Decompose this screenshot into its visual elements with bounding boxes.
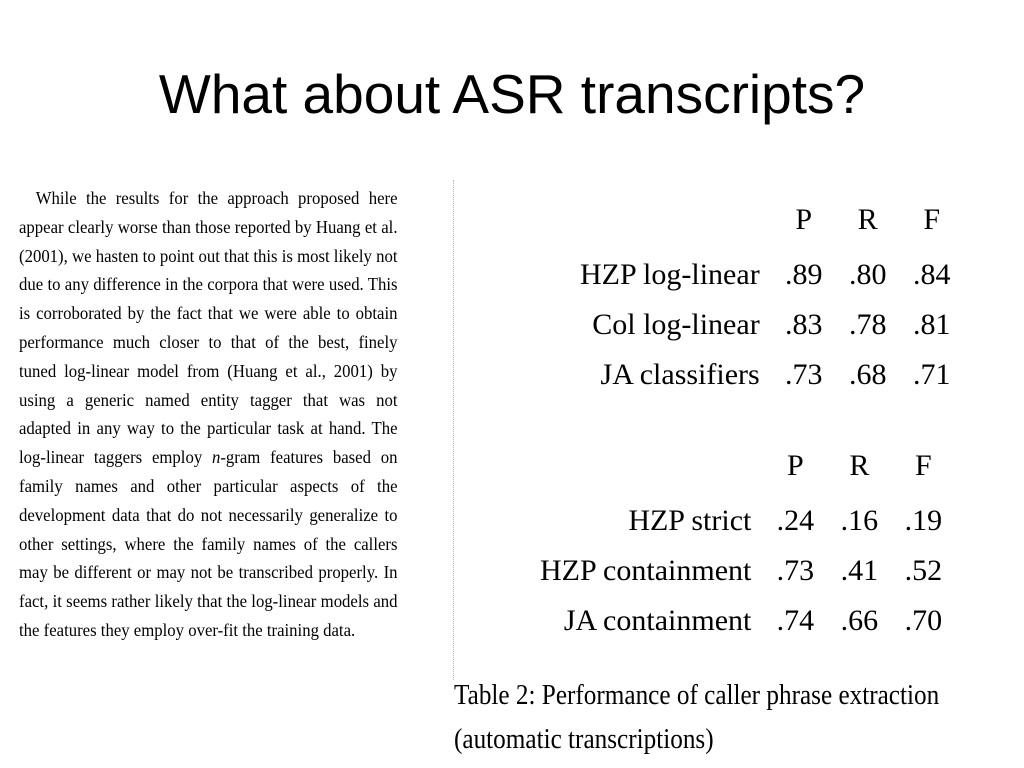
f-score-cell: .19	[904, 504, 943, 537]
header-r: R	[849, 449, 870, 482]
recall-cell: .78	[848, 308, 887, 341]
table-caption: Table 2: Performance of caller phrase extraction (automatic transcriptions)	[454, 680, 940, 755]
precision-cell: .73	[776, 554, 815, 587]
precision-cell: .73	[784, 358, 823, 391]
precision-cell: .83	[784, 308, 823, 341]
table-row	[580, 250, 964, 300]
results-table-2	[540, 436, 955, 646]
table-row	[580, 350, 964, 400]
precision-cell: .89	[784, 258, 823, 291]
paragraph-text-start: While the results for the approach proposed here appear clearly worse than those reported by Huang et al. (2001), we hasten to point out that this is most likely not due to any difference in the corpora that were used. This is corroborated by the fact that we were able to obtain performance much closer to that of the best, finely tuned log-linear model from (Huang et al., 2001) by using a generic named entity tagger that was not adapted in any way to the particular task at hand. The log-linear taggers employ	[19, 188, 398, 468]
table-header-row	[540, 436, 955, 496]
header-r: R	[857, 203, 878, 236]
recall-cell: .66	[840, 604, 879, 637]
row-label: HZP log-linear	[580, 258, 760, 291]
paragraph-text-end: -gram features based on family names and other particular aspects of the development data that do not necessarily generalize to other settings, where the family names of the callers may be different or may not be transcribed properly. In fact, it seems rather likely that the log-linear models and the features they employ over-fit the training data.	[19, 447, 398, 640]
precision-cell: .24	[776, 504, 815, 537]
row-label: HZP containment	[540, 554, 752, 587]
recall-cell: .80	[848, 258, 887, 291]
recall-cell: .68	[848, 358, 887, 391]
table-row	[580, 300, 964, 350]
table-row	[540, 496, 955, 546]
header-p: P	[787, 449, 804, 482]
column-divider	[453, 180, 455, 680]
table-row	[540, 596, 955, 646]
recall-cell: .16	[840, 504, 879, 537]
results-table-1	[580, 190, 964, 400]
table-header-row	[580, 190, 964, 250]
precision-cell: .74	[776, 604, 815, 637]
paragraph-italic-n: n	[211, 447, 221, 468]
table-row	[540, 546, 955, 596]
header-f: F	[923, 203, 941, 236]
row-label: HZP strict	[628, 504, 752, 537]
body-paragraph	[19, 184, 398, 645]
slide-title: What about ASR transcripts?	[158, 63, 866, 125]
f-score-cell: .70	[904, 604, 943, 637]
row-label: JA classifiers	[600, 358, 760, 391]
header-p: P	[795, 203, 813, 236]
f-score-cell: .81	[912, 308, 951, 341]
row-label: JA containment	[563, 604, 752, 637]
f-score-cell: .52	[904, 554, 943, 587]
f-score-cell: .84	[912, 258, 951, 291]
f-score-cell: .71	[912, 358, 951, 391]
recall-cell: .41	[840, 554, 879, 587]
header-f: F	[915, 449, 932, 482]
row-label: Col log-linear	[592, 308, 760, 341]
